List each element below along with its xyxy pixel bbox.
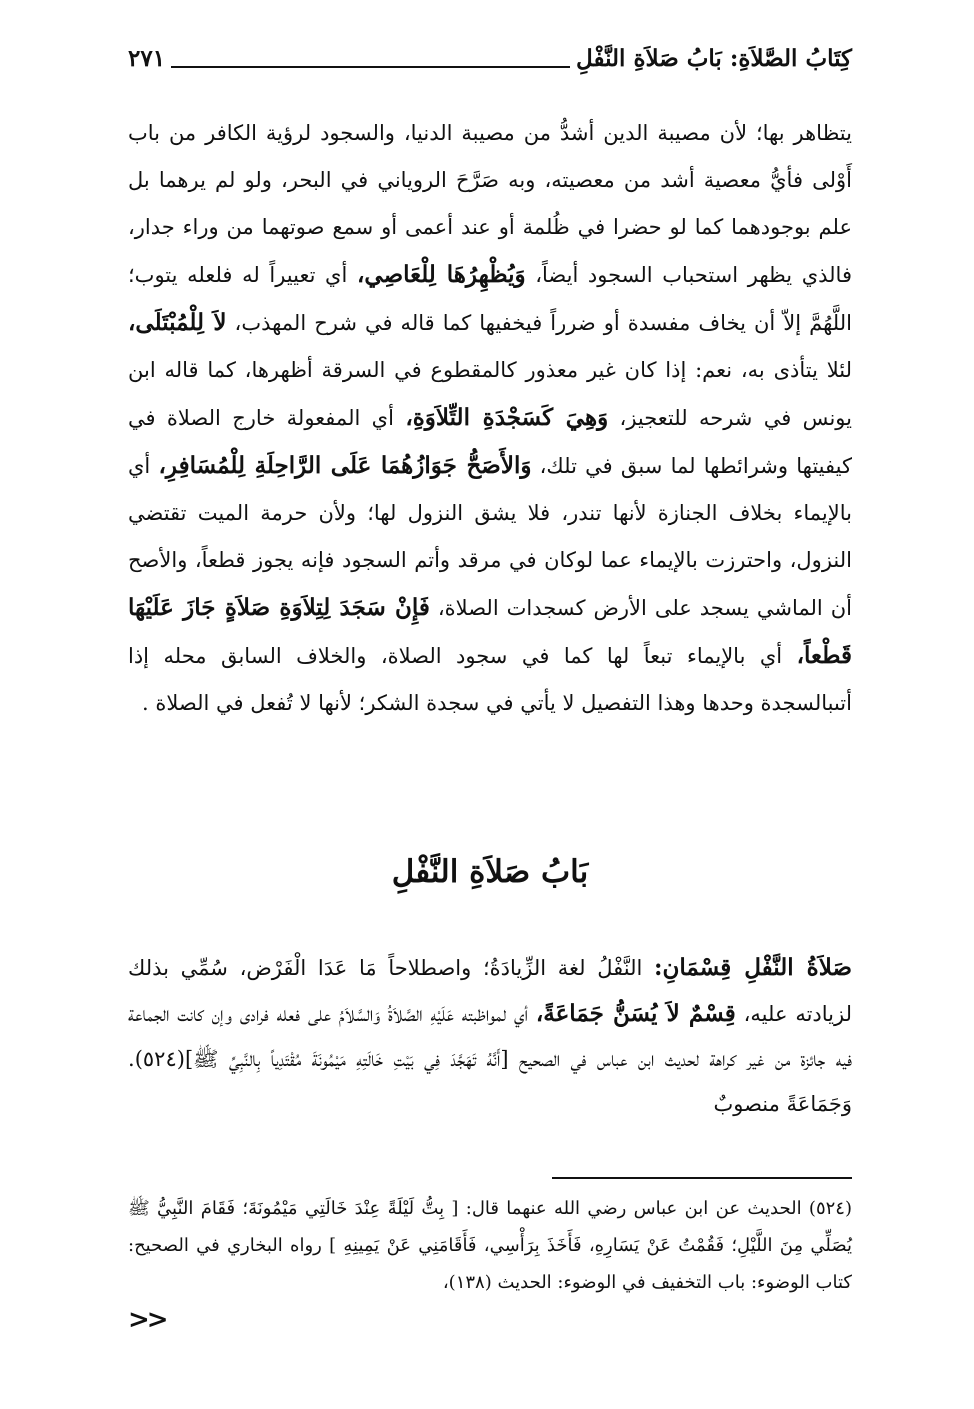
page-number: ٢٧١ bbox=[128, 45, 166, 72]
chapter-paragraph bbox=[128, 945, 852, 1127]
chapter-heading: بَابُ صَلاَةِ النَّفْلِ bbox=[391, 854, 589, 890]
text-run: لئلا يتأذى به، نعم: إذا كان غير معذور كالمقطوع في السرقة أظهرها، كما قاله ابن يونس في شرحه للتعجيز، bbox=[128, 358, 852, 430]
text-run: أي تعييراً له فلعله يتوب؛ اللَّهُمَّ إلاّ أن يخاف مفسدة أو ضرراً فيخفيها كما قاله في شرح المهذب، bbox=[128, 263, 852, 335]
matn-text: فَإِنْ سَجَدَ لِتِلاَوَةِ صَلاَةٍ جَازَ عَلَيْهَا قَطْعاً، bbox=[128, 594, 852, 669]
running-header bbox=[128, 40, 852, 74]
continuation-mark: >> bbox=[128, 1305, 166, 1335]
footnote-reference[interactable]: (٥٢٤) bbox=[134, 1047, 185, 1071]
text-run: أي بالإيماء بخلاف الجنازة لأنها تندر، فلا يشق النزول لها؛ ولأن حرمة الميت تقتضي النزول، واحترزت بالإيماء عما لوكان في مرقد وأتم السجود فإنه يجوز قطعاً، والأصح أن الماشي يسجد على الأرض كسجدات الصلاة، bbox=[128, 454, 852, 620]
footnote-separator bbox=[552, 1177, 852, 1179]
header-title: كِتَابُ الصَّلاَةِ: بَابُ صَلاَةِ النَّفْلِ bbox=[576, 45, 852, 72]
text-run: أي لمواظبته عَلَيْهِ الصَّلاَةُ وَالسَّلاَمُ على فعله فرادى وإن كانت الجماعة فيه جائزة من غير كراهة لحديث ابن عباس في الصحيح [أَنَّهُ تَهَجَّدَ فِي بَيْتِ خَالَتِهِ مَيْمُونَةَ مُقْتَدِياً بِالنَّبِيِّ ﷺ] bbox=[128, 1002, 852, 1071]
main-paragraph bbox=[128, 110, 852, 727]
matn-text: صَلاَةُ النَّفْلِ قِسْمَانِ: bbox=[654, 954, 852, 981]
matn-text: قِسْمٌ لاَ يُسَنُّ جَمَاعَةً، bbox=[535, 1000, 736, 1027]
header-rule bbox=[171, 66, 570, 68]
text-run: يتظاهر بها؛ لأن مصيبة الدين أشدُّ من مصيبة الدنيا، والسجود لرؤية الكافر من باب أَوْلى فأيُّ معصية أشد من معصيته، وبه صَرَّحَ الروياني في البحر، ولو لم يرهما بل علم بوجودهما كما لو حضرا في ظُلمة أو عند أعمى أو سمع صوتهما من وراء جدار، فالذي يظهر استحباب السجود أيضاً، bbox=[128, 121, 852, 287]
text-run: . وَجَمَاعَةً منصوبٌ bbox=[128, 1047, 852, 1116]
matn-text: وَالأَصَحُّ جَوَازُهُمَا عَلَى الرَّاحِلَةِ لِلْمُسَافِرِ، bbox=[158, 452, 532, 479]
matn-text: وَيُظْهِرُهَا لِلْعَاصِي، bbox=[356, 261, 526, 288]
matn-text: لاَ لِلْمُبْتَلَى، bbox=[128, 309, 227, 336]
footnote: (٥٢٤) الحديث عن ابن عباس رضي الله عنهما قال: [ بِتُّ لَيْلَةً عِنْدَ خَالَتِي مَيْمُونَةَ؛ فَقَامَ النَّبِيُّ ﷺ يُصَلِّي مِنَ اللَّيْلِ؛ فَقُمْتُ عَنْ يَسَارِهِ، فَأَخَذَ بِرَأْسِي، فَأَقَامَنِي عَنْ يَمِينِهِ ] رواه البخاري في الصحيح: كتاب الوضوء: باب التخفيف في الوضوء: الحديث (١٣٨)، bbox=[128, 1198, 852, 1293]
matn-text: وَهِيَ كَسَجْدَةِ التِّلاَوَةِ، bbox=[405, 404, 609, 431]
text-run: أي المفعولة خارج الصلاة في كيفيتها وشرائطها لما سبق في تلك، bbox=[128, 406, 852, 478]
text-run: النَّفْلُ لغة الزِّيادَةُ؛ واصطلاحاً مَا عَدَا الْفَرْض، سُمِّي بذلك لزيادته عليه، bbox=[128, 956, 853, 1026]
text-run: أي بالإيماء تبعاً لها كما في سجود الصلاة، والخلاف السابق محله إذا أتىبالسجدة وحدها وهذا التفصيل لا يأتي في سجدة الشكر؛ لأنها لا تُفعل في الصلاة . bbox=[128, 644, 852, 715]
